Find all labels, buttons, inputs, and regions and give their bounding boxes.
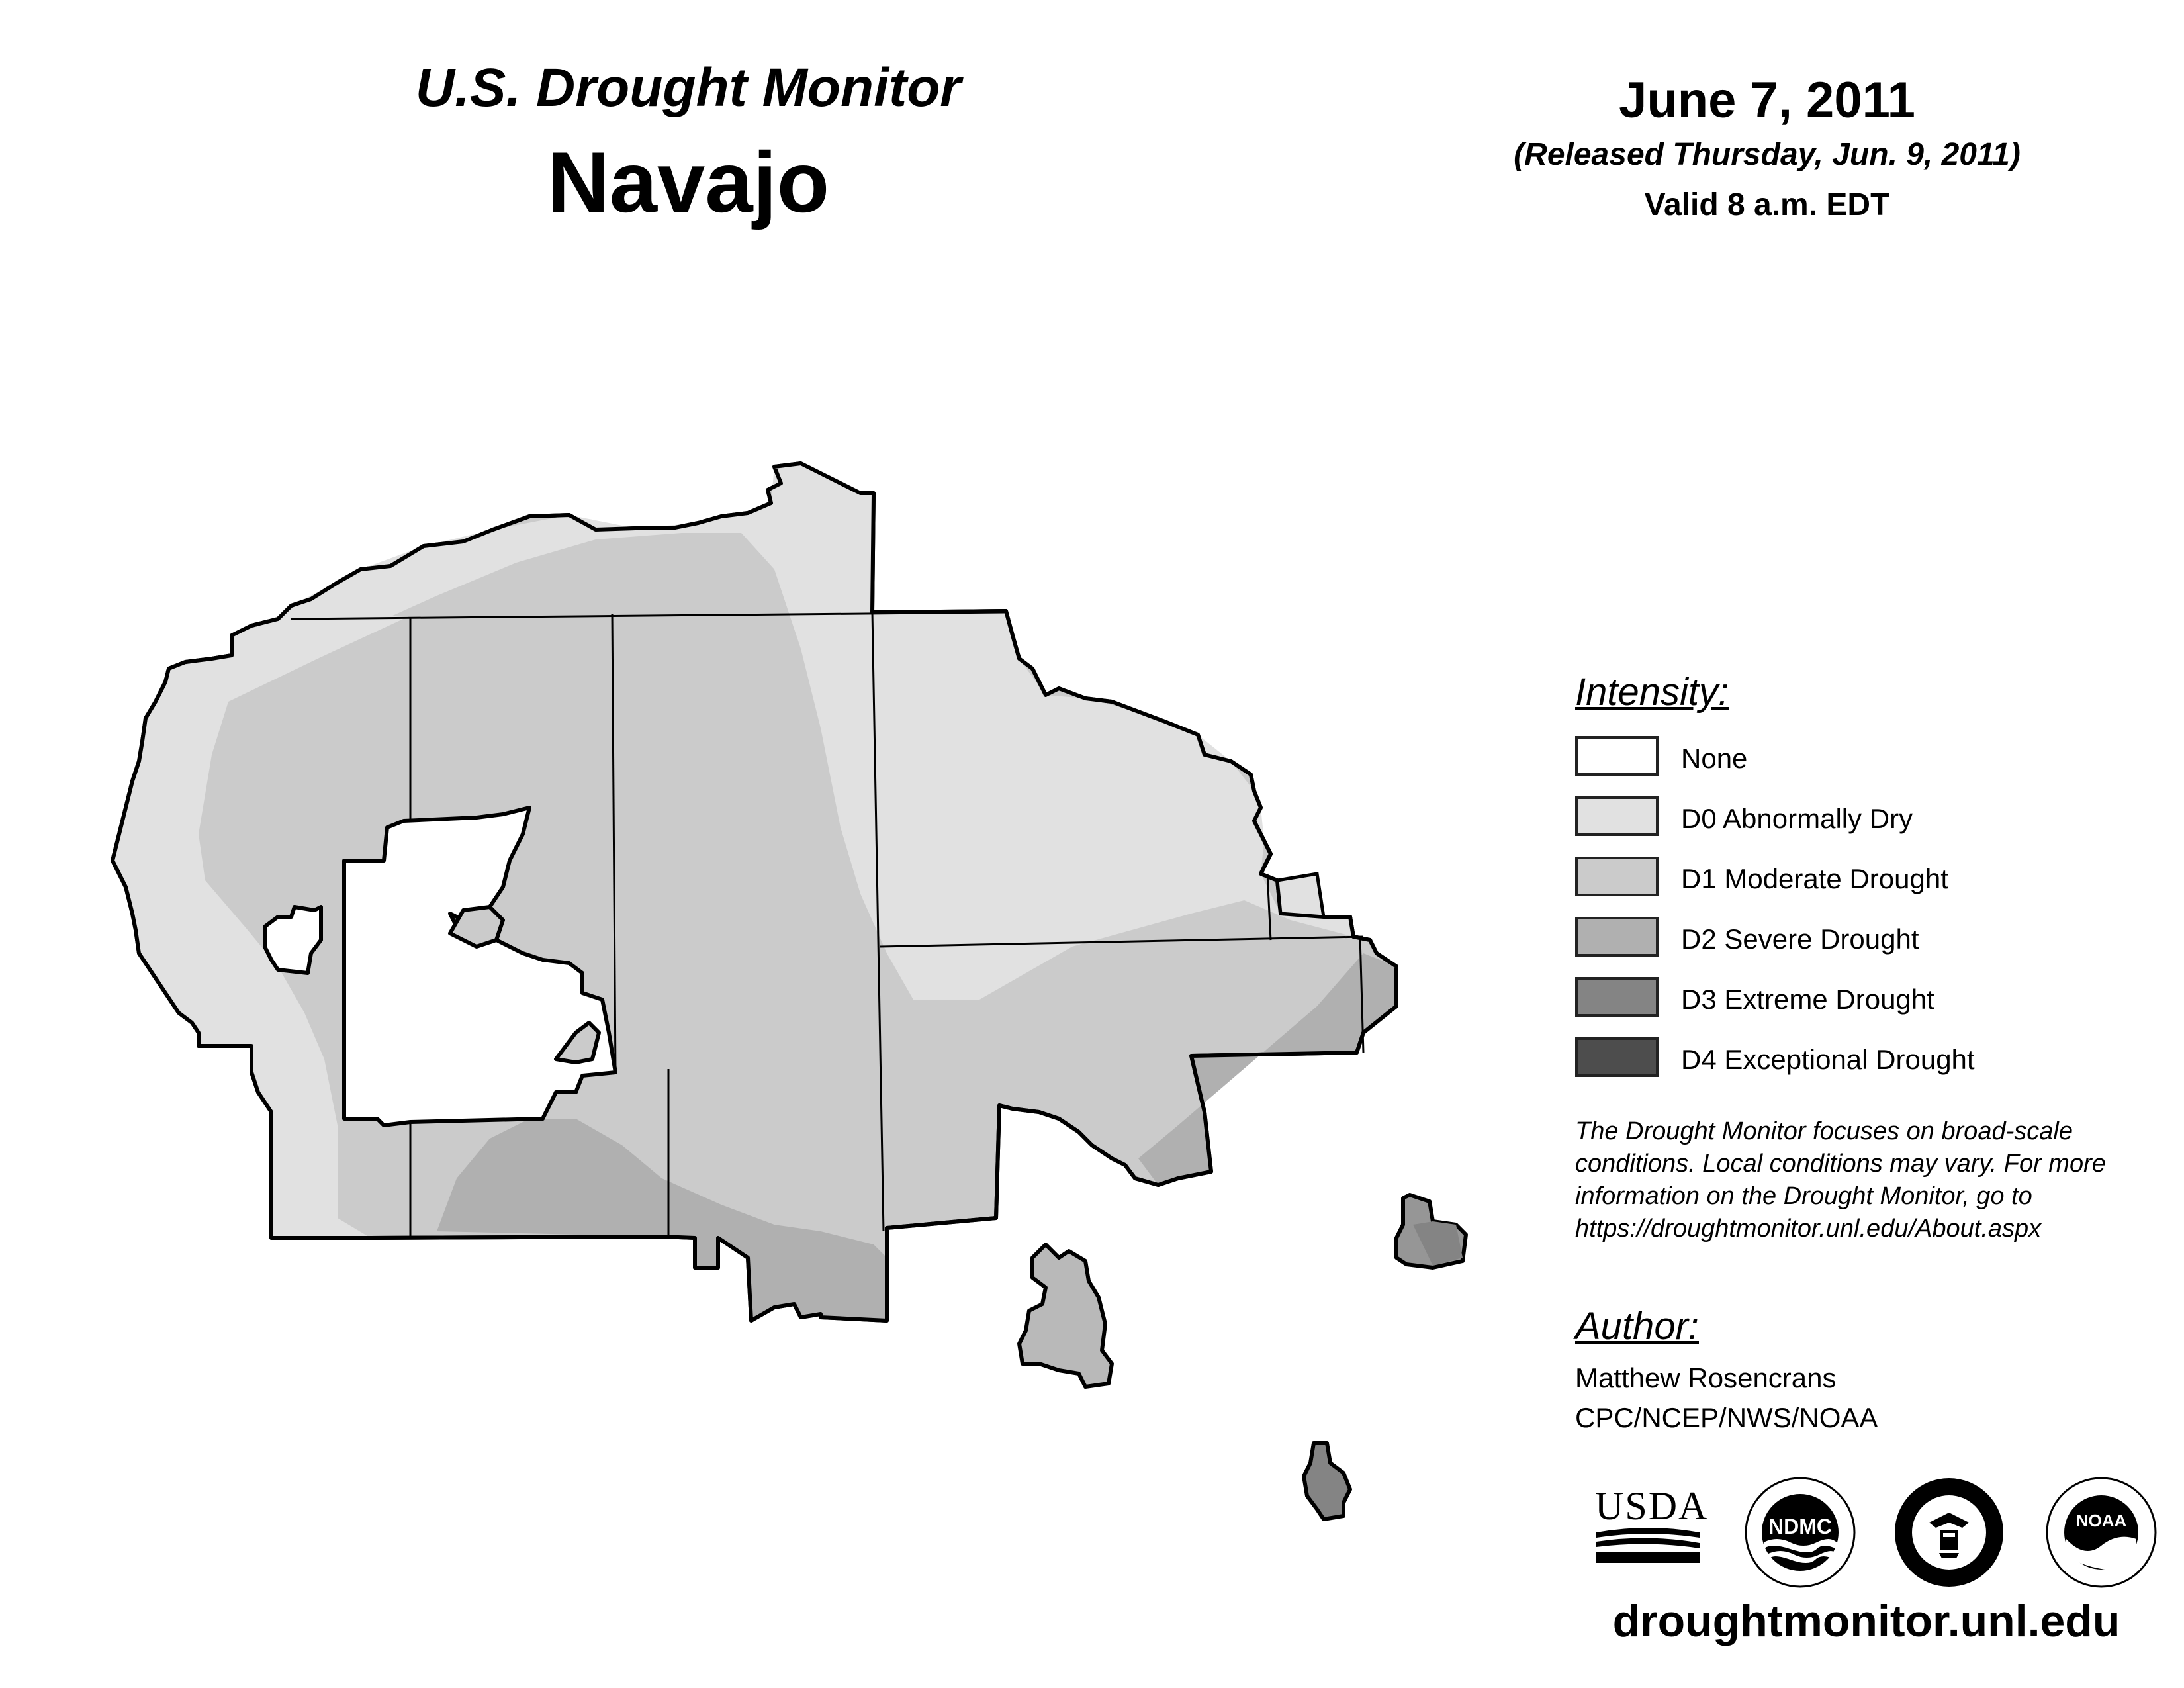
legend-item [1575, 736, 2144, 780]
map-date: June 7, 2011 [1619, 72, 1915, 128]
legend-swatch-d4 [1575, 1037, 1659, 1077]
website-link[interactable]: droughtmonitor.unl.edu [1612, 1596, 2120, 1646]
department-of-commerce-seal-icon [1893, 1476, 2005, 1589]
disclaimer-link[interactable]: https://droughtmonitor.unl.edu/About.aspx [1575, 1215, 2042, 1243]
legend-title: Intensity: [1575, 671, 1729, 714]
noaa-logo [2045, 1476, 2158, 1589]
disclaimer-line: information on the Drought Monitor, go to [1575, 1182, 2032, 1210]
legend-label: D1 Moderate Drought [1681, 863, 1948, 894]
disclaimer-line: The Drought Monitor focuses on broad-scale [1575, 1117, 2073, 1145]
legend-label: D4 Exceptional Drought [1681, 1044, 1975, 1075]
map-title: U.S. Drought Monitor [415, 58, 962, 118]
legend-swatch-none [1575, 736, 1659, 776]
valid-time: Valid 8 a.m. EDT [1644, 187, 1890, 222]
region-name: Navajo [547, 134, 830, 230]
legend-item [1575, 857, 2144, 900]
legend-item [1575, 796, 2144, 840]
d3-island-south [1304, 1443, 1350, 1519]
legend-item [1575, 1037, 2144, 1081]
author-title: Author: [1575, 1305, 1699, 1348]
ndmc-logo-text: NDMC [1768, 1515, 1832, 1538]
release-date: (Released Thursday, Jun. 9, 2011) [1514, 137, 2021, 172]
d1-island-south [1019, 1244, 1112, 1387]
author-org: CPC/NCEP/NWS/NOAA [1575, 1402, 1878, 1433]
usda-logo-text: USDA [1595, 1484, 1709, 1528]
commerce-logo [1893, 1476, 2005, 1589]
legend-label: None [1681, 743, 1748, 774]
disclaimer-line: conditions. Local conditions may vary. For more [1575, 1150, 2106, 1178]
noaa-logo-text: NOAA [2075, 1511, 2127, 1530]
legend-label: D3 Extreme Drought [1681, 984, 1934, 1015]
legend-item [1575, 977, 2144, 1021]
author-name: Matthew Rosencrans [1575, 1362, 1837, 1393]
legend-label: D2 Severe Drought [1681, 923, 1919, 955]
legend-item [1575, 917, 2144, 961]
legend-swatch-d3 [1575, 977, 1659, 1017]
ndmc-logo [1744, 1476, 1856, 1589]
noaa-seal-icon [2045, 1476, 2158, 1589]
usda-swoosh-icon [1595, 1526, 1701, 1566]
legend-swatch-d1 [1575, 857, 1659, 896]
d0-notch-east [1277, 874, 1324, 917]
legend-label: D0 Abnormally Dry [1681, 803, 1913, 834]
legend-swatch-d0 [1575, 796, 1659, 836]
legend-swatch-d2 [1575, 917, 1659, 957]
usda-logo [1595, 1486, 1707, 1566]
disclaimer [1575, 1115, 2171, 1245]
